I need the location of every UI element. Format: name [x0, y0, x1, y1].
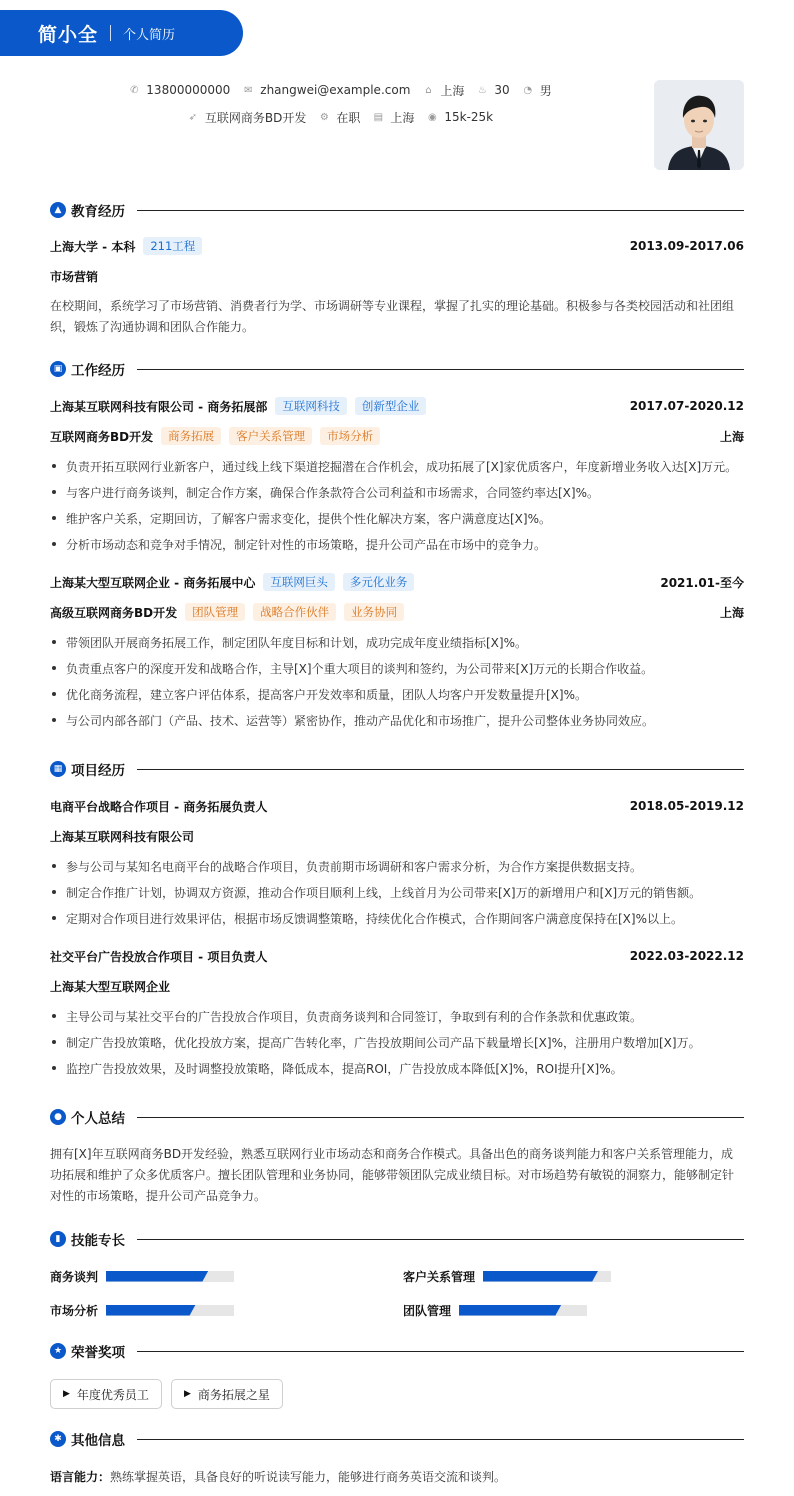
company-tag: 多元化业务 — [343, 573, 415, 591]
award-item: ▶ 年度优秀员工 — [50, 1379, 162, 1409]
skill-tag: 团队管理 — [185, 603, 245, 621]
gender-info: ◔ 男 — [523, 83, 552, 98]
list-item: 与客户进行商务谈判，制定合作方案，确保合作条款符合公司利益和市场需求，合同签约率达[X]%。 — [50, 482, 744, 502]
project-company: 上海某互联网科技有限公司 — [50, 829, 195, 844]
contact-row-1 — [0, 80, 680, 100]
cake-icon: ♨ — [477, 84, 487, 96]
brand-divider — [110, 25, 111, 41]
other-info-row — [50, 1466, 744, 1486]
phone-info: ✆ 13800000000 — [130, 83, 231, 97]
project-title-row — [50, 796, 744, 816]
skill-tag: 市场分析 — [320, 427, 380, 445]
age-info: ♨ 30 — [477, 83, 510, 97]
home-icon: ⌂ — [425, 84, 432, 96]
info-icon: ✱ — [50, 1431, 66, 1447]
major-name: 市场营销 — [50, 269, 99, 284]
list-item: 负责重点客户的深度开发和战略合作，主导[X]个重大项目的谈判和签约，为公司带来[X]万元的长期合作收益。 — [50, 658, 744, 678]
city-info: ▤ 上海 — [373, 110, 415, 125]
list-item: 维护客户关系，定期回访，了解客户需求变化，提供个性化解决方案，客户满意度达[X]%。 — [50, 508, 744, 528]
bullet-dot — [52, 1040, 56, 1044]
other-info-text: 熟练掌握英语，具备良好的听说读写能力，能够进行商务英语交流和谈判。 — [110, 1469, 507, 1484]
grid-icon: ▦ — [50, 761, 66, 777]
school-name: 上海大学 - 本科 — [50, 239, 136, 254]
skill-item: 客户关系管理 — [403, 1266, 611, 1286]
status-icon: ⚙ — [319, 111, 329, 123]
list-item: 定期对合作项目进行效果评估，根据市场反馈调整策略，持续优化合作模式，合作期间客户满意度保持在[X]%以上。 — [50, 908, 744, 928]
list-item: 带领团队开展商务拓展工作，制定团队年度目标和计划，成功完成年度业绩指标[X]%。 — [50, 632, 744, 652]
work-city: 上海 — [719, 429, 744, 444]
other-section-header: ✱ 其他信息 — [50, 1429, 744, 1449]
play-triangle-icon: ▶ — [184, 1389, 191, 1399]
skill-bar — [459, 1305, 587, 1316]
briefcase-icon: ▣ — [50, 361, 66, 377]
bullet-dot — [52, 666, 56, 670]
work-city: 上海 — [719, 605, 744, 620]
skill-tag: 战略合作伙伴 — [253, 603, 336, 621]
coin-icon: ◉ — [427, 111, 437, 123]
bullet-dot — [52, 718, 56, 722]
work-role-row — [50, 602, 744, 622]
education-section-header: ▲ 教育经历 — [50, 200, 744, 220]
project-date: 2022.03-2022.12 — [629, 949, 744, 963]
bullet-dot — [52, 464, 56, 468]
brand-banner — [0, 10, 243, 56]
summary-section-header: ● 个人总结 — [50, 1107, 744, 1127]
education-date: 2013.09-2017.06 — [629, 239, 744, 253]
section-divider — [137, 1239, 744, 1240]
section-divider — [137, 1351, 744, 1352]
bullet-dot — [52, 542, 56, 546]
awards-section-header: ★ 荣誉奖项 — [50, 1341, 744, 1361]
project-title: 社交平台广告投放合作项目 - 项目负责人 — [50, 949, 268, 964]
bullet-dot — [52, 864, 56, 868]
list-item: 监控广告投放效果，及时调整投放策略，降低成本，提高ROI，广告投放成本降低[X]%，ROI提升[X]%。 — [50, 1058, 744, 1078]
work-section-header: ▣ 工作经历 — [50, 359, 744, 379]
section-divider — [137, 369, 744, 370]
skill-fill — [106, 1271, 208, 1282]
job-role: 高级互联网商务BD开发 — [50, 605, 178, 620]
gender-icon: ◔ — [523, 84, 533, 96]
user-icon: ● — [50, 1109, 66, 1125]
skills-section-header: ▮ 技能专长 — [50, 1229, 744, 1249]
company-tag: 创新型企业 — [355, 397, 427, 415]
graduation-cap-icon: ▲ — [50, 202, 66, 218]
list-item: 制定合作推广计划，协调双方资源，推动合作项目顺利上线，上线首月为公司带来[X]万的新增用户和[X]万元的销售额。 — [50, 882, 744, 902]
job-role: 互联网商务BD开发 — [50, 429, 154, 444]
section-divider — [137, 1117, 744, 1118]
status-info: ⚙ 在职 — [319, 110, 361, 125]
candidate-name: 简小全 — [38, 23, 99, 46]
skill-bar — [106, 1271, 234, 1282]
project-company-row — [50, 976, 744, 996]
skill-bar — [106, 1305, 234, 1316]
salary-info: ◉ 15k-25k — [427, 110, 494, 124]
phone-icon: ✆ — [130, 84, 139, 96]
skill-tag: 业务协同 — [344, 603, 404, 621]
company-tag: 互联网科技 — [275, 397, 347, 415]
project-title-row — [50, 946, 744, 966]
list-item: 分析市场动态和竞争对手情况，制定针对性的市场策略，提升公司产品在市场中的竞争力。 — [50, 534, 744, 554]
work-role-row — [50, 426, 744, 446]
mail-icon: ✉ — [244, 84, 253, 96]
section-divider — [137, 1439, 744, 1440]
skill-fill — [483, 1271, 598, 1282]
contact-row-2 — [0, 107, 680, 127]
skill-fill — [459, 1305, 561, 1316]
school-tag: 211工程 — [143, 237, 202, 255]
list-item: 负责开拓互联网行业新客户，通过线上线下渠道挖掘潜在合作机会，成功拓展了[X]家优质客户，年度新增业务收入达[X]万元。 — [50, 456, 744, 476]
summary-text: 拥有[X]年互联网商务BD开发经验，熟悉互联网行业市场动态和商务合作模式。具备出色的商务谈判能力和客户关系管理能力，成功拓展和维护了众多优质客户。擅长团队管理和业务协同，能够带领团队完成业绩目标。对市场趋势有敏锐的洞察力，能够制定针对性的市场策略，提升公司产品竞争力。 — [50, 1147, 735, 1203]
skill-item: 市场分析 — [50, 1300, 234, 1320]
bar-chart-icon: ▮ — [50, 1231, 66, 1247]
bullet-dot — [52, 1066, 56, 1070]
skill-bar — [483, 1271, 611, 1282]
bullet-dot — [52, 916, 56, 920]
major-row — [50, 266, 744, 286]
company-name: 上海某互联网科技有限公司 - 商务拓展部 — [50, 399, 268, 414]
project-title: 电商平台战略合作项目 - 商务拓展负责人 — [50, 799, 268, 814]
list-item: 主导公司与某社交平台的广告投放合作项目，负责商务谈判和合同签订，争取到有利的合作条款和优惠政策。 — [50, 1006, 744, 1026]
company-name: 上海某大型互联网企业 - 商务拓展中心 — [50, 575, 256, 590]
building-icon: ▤ — [373, 111, 384, 123]
list-item: 优化商务流程，建立客户评估体系，提高客户开发效率和质量，团队人均客户开发数量提升[X]%。 — [50, 684, 744, 704]
profile-photo — [654, 80, 744, 170]
work-date: 2021.01-至今 — [660, 575, 744, 590]
bullet-dot — [52, 640, 56, 644]
project-company: 上海某大型互联网企业 — [50, 979, 171, 994]
section-divider — [137, 769, 744, 770]
education-description: 在校期间，系统学习了市场营销、消费者行为学、市场调研等专业课程，掌握了扎实的理论基础。积极参与各类校园活动和社团组织，锻炼了沟通协调和团队合作能力。 — [50, 299, 735, 334]
play-triangle-icon: ▶ — [63, 1389, 70, 1399]
project-date: 2018.05-2019.12 — [629, 799, 744, 813]
skill-item: 团队管理 — [403, 1300, 587, 1320]
education-row — [50, 236, 744, 256]
resume-subtitle: 个人简历 — [123, 27, 176, 43]
other-info-label: 语言能力： — [50, 1469, 111, 1484]
bullet-dot — [52, 1014, 56, 1018]
project-section-header: ▦ 项目经历 — [50, 759, 744, 779]
skill-tag: 商务拓展 — [161, 427, 221, 445]
skill-item: 商务谈判 — [50, 1266, 234, 1286]
project-company-row — [50, 826, 744, 846]
work-company-row — [50, 396, 744, 416]
section-divider — [137, 210, 744, 211]
avatar-icon — [654, 80, 744, 170]
skill-tag: 客户关系管理 — [229, 427, 312, 445]
medal-icon: ★ — [50, 1343, 66, 1359]
position-info: ➶ 互联网商务BD开发 — [188, 110, 307, 125]
email-info: ✉ zhangwei@example.com — [244, 83, 411, 97]
bullet-dot — [52, 516, 56, 520]
work-company-row — [50, 572, 744, 592]
list-item: 制定广告投放策略，优化投放方案，提高广告转化率，广告投放期间公司产品下载量增长[X]%，注册用户数增加[X]万。 — [50, 1032, 744, 1052]
bullet-dot — [52, 490, 56, 494]
award-item: ▶ 商务拓展之星 — [171, 1379, 283, 1409]
work-date: 2017.07-2020.12 — [629, 399, 744, 413]
bullet-dot — [52, 890, 56, 894]
company-tag: 互联网巨头 — [263, 573, 335, 591]
skill-fill — [106, 1305, 196, 1316]
send-icon: ➶ — [188, 111, 198, 123]
location-info: ⌂ 上海 — [422, 82, 464, 99]
list-item: 参与公司与某知名电商平台的战略合作项目，负责前期市场调研和客户需求分析，为合作方案提供数据支持。 — [50, 856, 744, 876]
list-item: 与公司内部各部门（产品、技术、运营等）紧密协作，推动产品优化和市场推广，提升公司整体业务协同效应。 — [50, 710, 744, 730]
bullet-dot — [52, 692, 56, 696]
